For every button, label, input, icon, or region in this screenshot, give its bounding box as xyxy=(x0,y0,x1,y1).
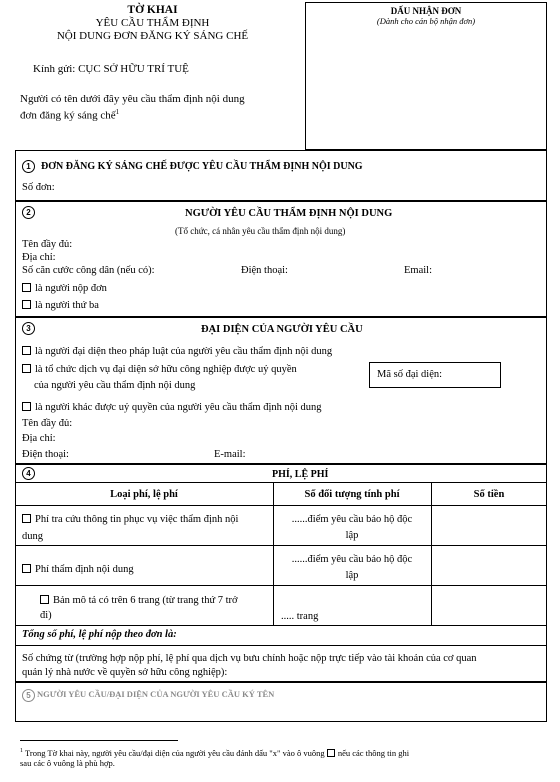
rep-address-label: Địa chỉ: xyxy=(22,433,56,444)
option-other-auth[interactable]: là người khác được uỷ quyền của người yêu cầu thẩm định nội dung xyxy=(22,402,322,414)
checkbox-icon xyxy=(327,749,335,757)
col-header-amount: Số tiền xyxy=(473,489,505,500)
total-fee-label: Tổng số phí, lệ phí nộp theo đơn là: xyxy=(22,629,177,640)
fee-row-2-type[interactable]: Phí thẩm định nội dung xyxy=(22,564,134,576)
col-header-fee-type: Loại phí, lệ phí xyxy=(110,489,178,500)
applicant-phone-label: Điện thoại: xyxy=(241,265,288,276)
stamp-box-title: DẤU NHẬN ĐƠN xyxy=(390,6,462,16)
checkbox[interactable] xyxy=(22,300,31,309)
fee-row-3-amount[interactable] xyxy=(432,586,546,624)
fee-row-1-type[interactable]: Phí tra cứu thông tin phục vụ việc thẩm định nội xyxy=(22,514,238,526)
section2-number xyxy=(22,206,41,219)
divider xyxy=(15,316,547,318)
section2-subtitle: (Tổ chức, cá nhân yêu cầu thẩm định nội dung) xyxy=(175,226,346,236)
divider xyxy=(15,681,547,683)
fee-row-2-amount[interactable] xyxy=(432,546,546,584)
fee-row-3-type[interactable]: Bản mô tả có trên 6 trang (từ trang thứ 7 trở xyxy=(40,595,238,607)
section4-title: PHÍ, LỆ PHÍ xyxy=(272,469,329,480)
fee-row-1-type-cont: dung xyxy=(22,531,43,542)
fee-row-2-count-unit: lập xyxy=(345,570,359,581)
section-number-icon: 2 xyxy=(22,206,35,219)
intro-line-1: Người có tên dưới đây yêu cầu thẩm định nội dung xyxy=(20,93,245,105)
form-subtitle-2: NỘI DUNG ĐƠN ĐĂNG KÝ SÁNG CHẾ xyxy=(56,30,249,42)
checkbox[interactable] xyxy=(22,346,31,355)
fee-row-2-count: ......điểm yêu cầu bảo hộ độc xyxy=(291,554,413,565)
applicant-email-label: Email: xyxy=(404,265,432,276)
agent-code-label: Mã số đại diện: xyxy=(377,369,443,380)
checkbox[interactable] xyxy=(22,402,31,411)
divider xyxy=(15,463,547,465)
option-applicant[interactable]: là người nộp đơn xyxy=(22,283,107,295)
option-agency-line2: của người yêu cầu thẩm định nội dung xyxy=(34,380,196,391)
rep-email-label: E-mail: xyxy=(214,449,246,460)
checkbox[interactable] xyxy=(22,564,31,573)
option-third-party[interactable]: là người thứ ba xyxy=(22,300,99,312)
divider xyxy=(15,200,547,202)
signature-area[interactable] xyxy=(18,702,544,720)
section-number-icon: 4 xyxy=(22,467,35,480)
fee-row-1-count: ......điểm yêu cầu bảo hộ độc xyxy=(291,514,413,525)
recipient-line: Kính gửi: CỤC SỞ HỮU TRÍ TUỆ xyxy=(33,63,189,75)
section3-title: ĐẠI DIỆN CỦA NGƯỜI YÊU CẦU xyxy=(201,324,363,335)
receipt-line-1: Số chứng từ (trường hợp nộp phí, lệ phí qua dịch vụ bưu chính hoặc nộp trực tiếp vào tài khoản của cơ quan xyxy=(22,653,477,664)
checkbox[interactable] xyxy=(22,364,31,373)
receipt-line-2: quản lý nhà nước về quyền sở hữu công nghiệp): xyxy=(22,667,228,678)
section1-heading: 1 ĐƠN ĐĂNG KÝ SÁNG CHẾ ĐƯỢC YÊU CẦU THẨM ĐỊNH NỘI DUNG xyxy=(22,160,363,173)
app-number-field[interactable] xyxy=(70,182,530,194)
applicant-address-label: Địa chỉ: xyxy=(22,252,56,263)
rep-phone-label: Điện thoại: xyxy=(22,449,69,460)
checkbox[interactable] xyxy=(22,283,31,292)
section-number-icon: 3 xyxy=(22,322,35,335)
intro-line-2: đơn đăng ký sáng chế$^1$ xyxy=(20,108,120,122)
fee-row-3-count: ..... trang xyxy=(281,611,319,622)
app-number-label: Số đơn: xyxy=(22,182,55,193)
stamp-box-subtitle: (Dành cho cán bộ nhận đơn) xyxy=(376,16,476,26)
footnote-line-1: $^1$ Trong Tờ khai này, người yêu cầu/đại diện của người yêu cầu đánh dấu "x" vào ô vuông nếu các thông tin ghi xyxy=(20,747,410,758)
checkbox[interactable] xyxy=(40,595,49,604)
checkbox[interactable] xyxy=(22,514,31,523)
rep-name-label: Tên đầy đủ: xyxy=(22,418,73,429)
fee-row-3-type-cont: đi) xyxy=(40,610,52,621)
section4-number xyxy=(22,467,41,480)
form-subtitle-1: YÊU CẦU THẨM ĐỊNH xyxy=(95,17,210,29)
fee-row-1-count-unit: lập xyxy=(345,530,359,541)
section3-number xyxy=(22,322,41,335)
divider xyxy=(15,482,547,483)
total-fee-field[interactable] xyxy=(274,626,546,644)
section-number-icon: 1 xyxy=(22,160,35,173)
section5-heading: 5 NGƯỜI YÊU CẦU/ĐẠI DIỆN CỦA NGƯỜI YÊU CẦU KÝ TÊN xyxy=(22,688,274,702)
applicant-id-label: Số căn cước công dân (nếu có): xyxy=(22,265,155,276)
section-number-icon: 5 xyxy=(22,689,35,702)
option-agency[interactable]: là tổ chức dịch vụ đại diện sở hữu công nghiệp được uỷ quyền xyxy=(22,364,297,376)
footnote-line-2: sau các ô vuông là phù hợp. xyxy=(20,758,115,768)
fee-row-1-amount[interactable] xyxy=(432,506,546,544)
option-legal-rep[interactable]: là người đại diện theo pháp luật của người yêu cầu thẩm định nội dung xyxy=(22,346,332,358)
footnote-rule xyxy=(20,740,178,741)
col-header-count: Số đối tượng tính phí xyxy=(304,489,400,500)
table-row-divider xyxy=(15,645,547,646)
form-title: TỜ KHAI xyxy=(127,4,178,16)
applicant-name-label: Tên đầy đủ: xyxy=(22,239,73,250)
section2-title: NGƯỜI YÊU CẦU THẨM ĐỊNH NỘI DUNG xyxy=(185,208,393,219)
